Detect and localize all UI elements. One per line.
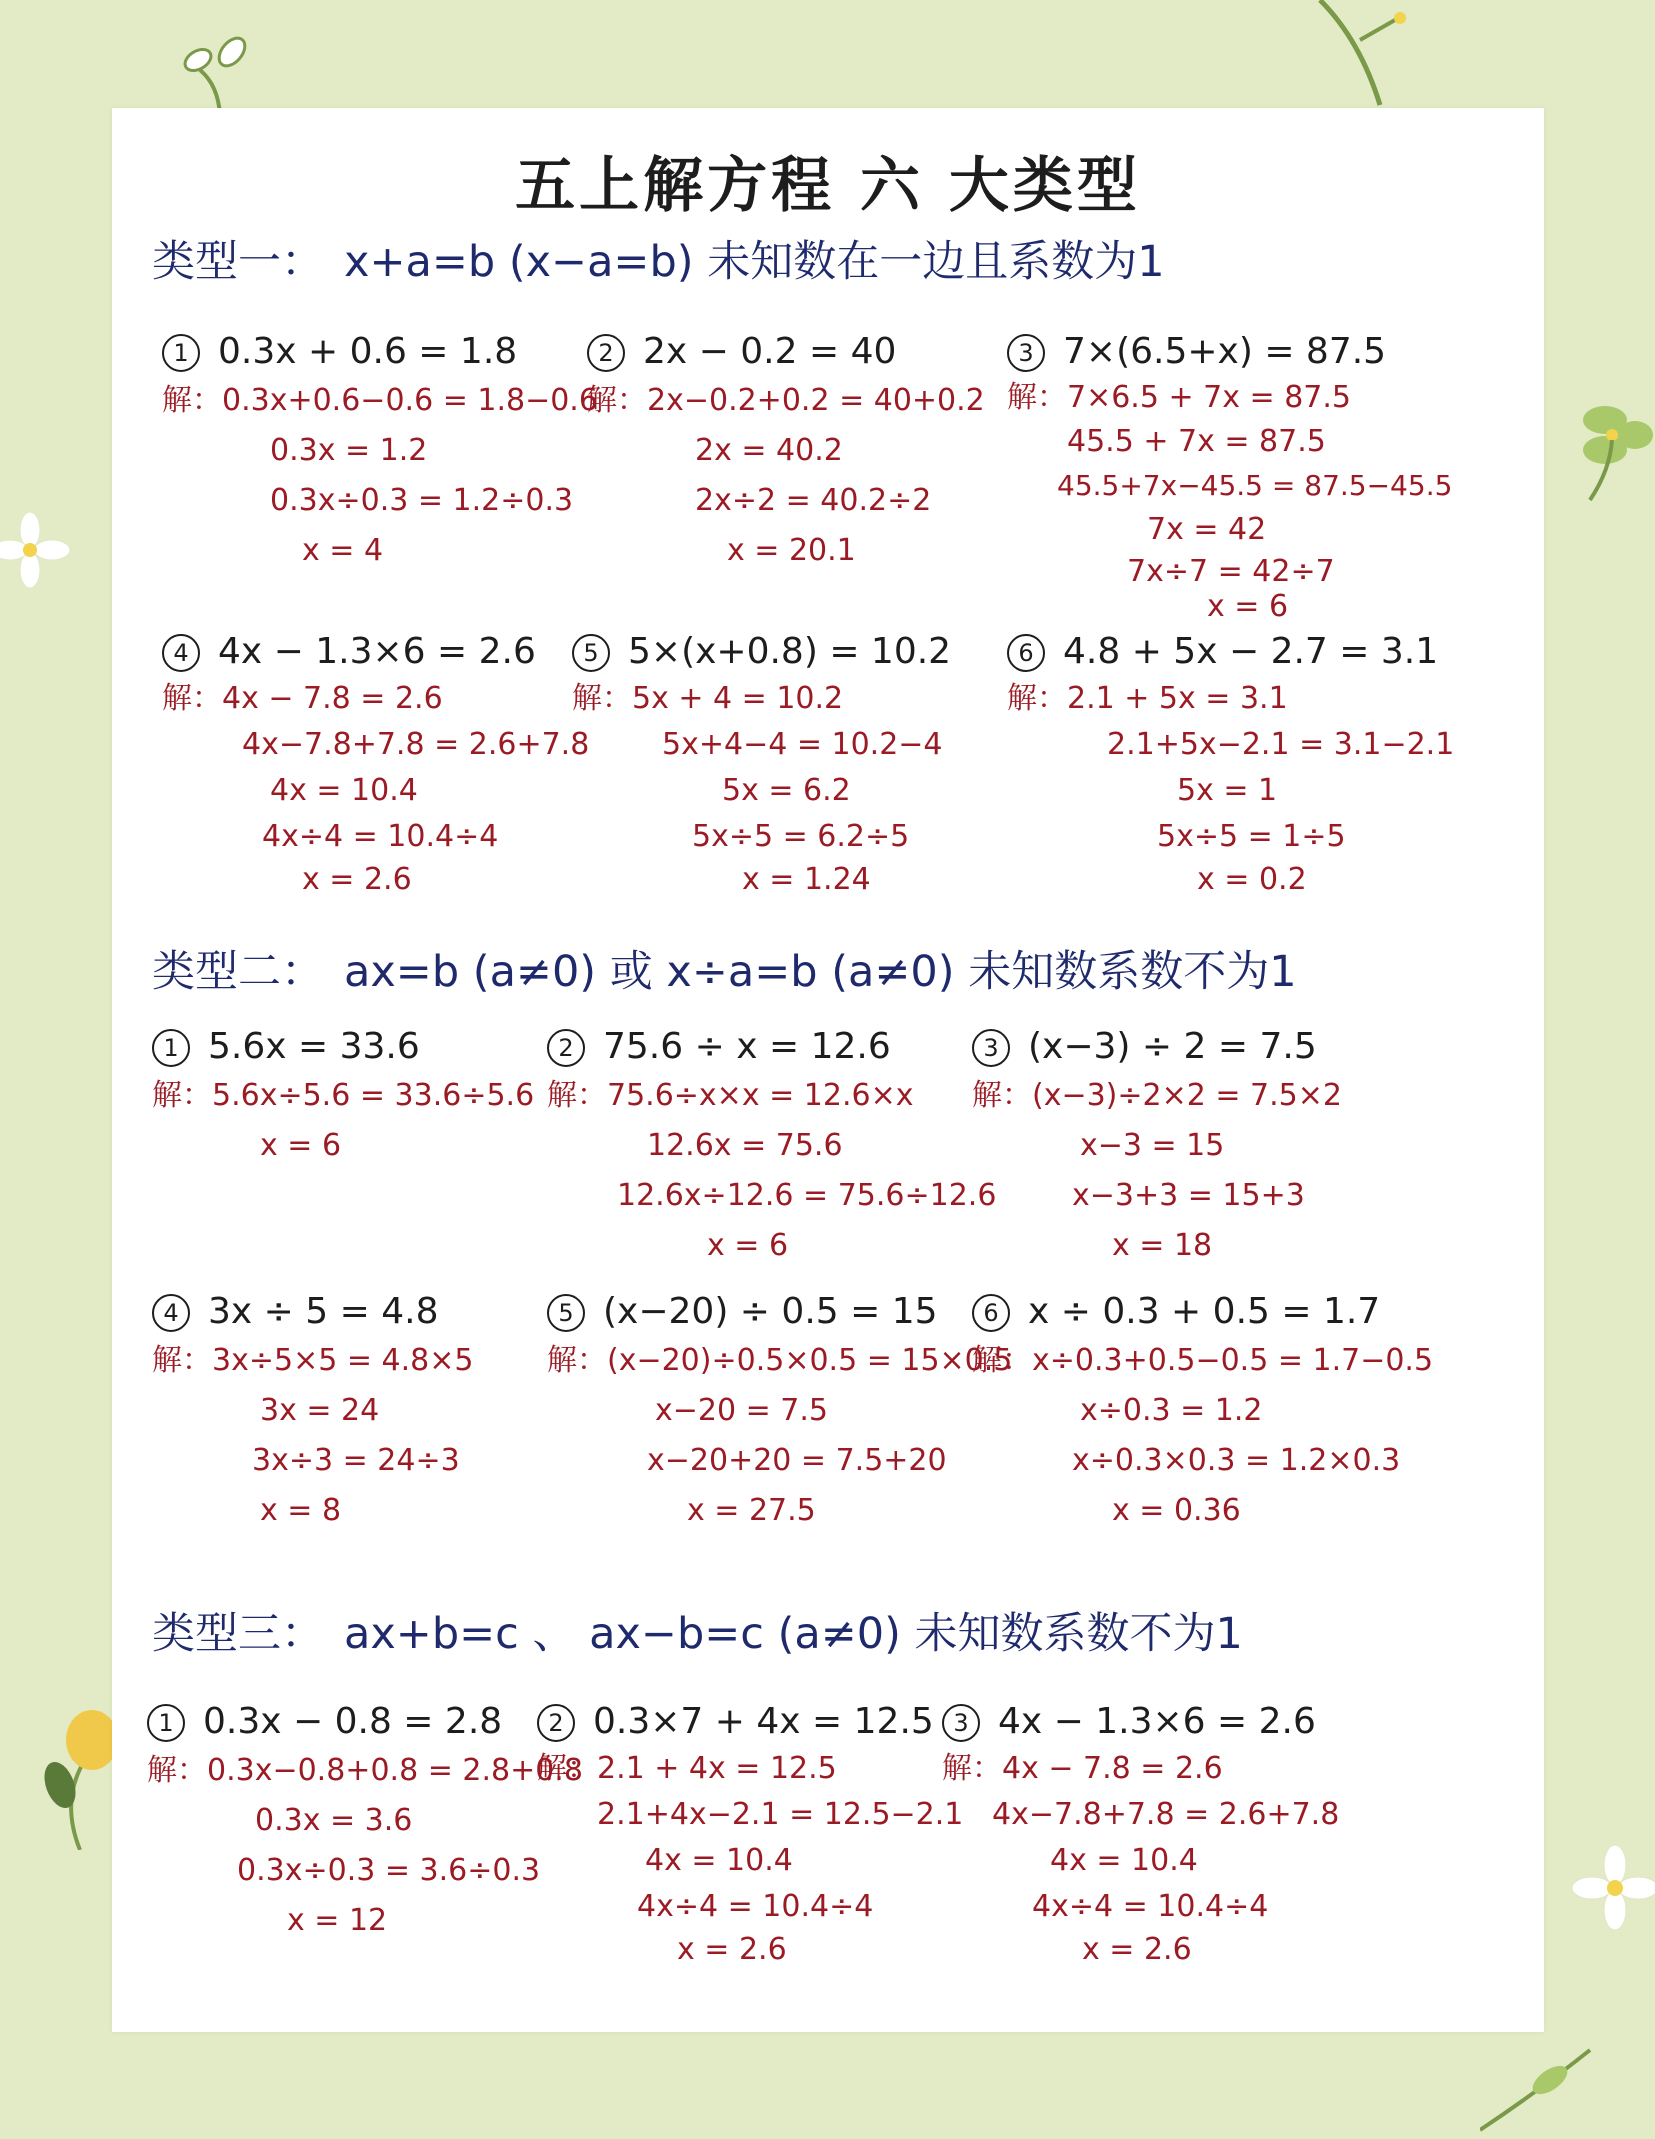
problem-number: 6: [1007, 634, 1045, 672]
solution-step: 0.3x÷0.3 = 1.2÷0.3: [270, 483, 574, 518]
problem-equation: [1007, 328, 1427, 376]
solution-step: x−20+20 = 7.5+20: [647, 1443, 947, 1478]
solution-step: 解：5.6x÷5.6 = 33.6÷5.6: [152, 1078, 535, 1113]
solution-step: x = 8: [260, 1493, 342, 1528]
problem-equation: [547, 1023, 967, 1071]
solution-step: x÷0.3×0.3 = 1.2×0.3: [1072, 1443, 1401, 1478]
solution-step: x−20 = 7.5: [655, 1393, 828, 1428]
solution-step: 0.3x = 3.6: [255, 1803, 413, 1838]
solution-step: 4x÷4 = 10.4÷4: [637, 1889, 874, 1924]
solution-step: 解：75.6÷x×x = 12.6×x: [547, 1078, 914, 1113]
equation-text: 0.3x + 0.6 = 1.8: [218, 331, 518, 372]
solution-step: 3x = 24: [260, 1393, 380, 1428]
problem-equation: [162, 328, 582, 376]
equation-text: 75.6 ÷ x = 12.6: [603, 1026, 891, 1067]
solution-step: 7x = 42: [1147, 512, 1267, 547]
solution-step: x = 2.6: [302, 862, 412, 897]
solution-step: 解：2.1 + 4x = 12.5: [537, 1751, 837, 1786]
solution-step: x = 0.2: [1197, 862, 1307, 897]
problem-number: 2: [547, 1029, 585, 1067]
section-3-description: ax+b=c 、 ax−b=c (a≠0) 未知数系数不为1: [344, 1609, 1243, 1659]
section-1-label: 类型一：: [152, 237, 324, 287]
problem-equation: [942, 1698, 1362, 1746]
solution-step: 5x÷5 = 1÷5: [1157, 819, 1346, 854]
solution-step: 4x÷4 = 10.4÷4: [262, 819, 499, 854]
yellow-flower-left-icon: [40, 1690, 120, 1850]
solution-step: 解：0.3x−0.8+0.8 = 2.8+0.8: [147, 1753, 583, 1788]
problem-equation: [972, 1288, 1392, 1336]
green-flower-right-icon: [1560, 390, 1655, 510]
solution-step: x = 6: [707, 1228, 789, 1263]
solution-step: 45.5+7x−45.5 = 87.5−45.5: [1057, 469, 1453, 502]
problem-equation: [162, 628, 582, 676]
solution-step: 2x = 40.2: [695, 433, 843, 468]
solution-step: x = 6: [260, 1128, 342, 1163]
problem-number: 5: [547, 1294, 585, 1332]
equation-text: x ÷ 0.3 + 0.5 = 1.7: [1028, 1291, 1381, 1332]
problem-1-2: [587, 328, 1007, 576]
solution-step: x = 20.1: [727, 533, 856, 568]
problem-equation: [152, 1023, 572, 1071]
solution-step: x = 27.5: [687, 1493, 816, 1528]
problem-1-3: [1007, 328, 1453, 624]
solution-step: x−3 = 15: [1080, 1128, 1225, 1163]
flower-right-bottom-icon: [1570, 1840, 1655, 1940]
problem-equation: [587, 328, 1007, 376]
solution-step: 5x÷5 = 6.2÷5: [692, 819, 910, 854]
solution-step: x = 2.6: [677, 1932, 787, 1967]
equation-text: 4x − 1.3×6 = 2.6: [218, 631, 536, 672]
problem-equation: [537, 1698, 957, 1746]
problem-1-6: [1007, 628, 1455, 900]
solution-step: 4x = 10.4: [1050, 1843, 1198, 1878]
problem-equation: [972, 1023, 1392, 1071]
solution-step: 5x = 6.2: [722, 773, 851, 808]
solution-step: x = 0.36: [1112, 1493, 1241, 1528]
section-3-heading: [152, 1600, 1243, 1661]
branch-top-right-icon: [1300, 0, 1440, 110]
equation-text: 7×(6.5+x) = 87.5: [1063, 331, 1387, 372]
problem-equation: [147, 1698, 567, 1746]
equation-text: 5×(x+0.8) = 10.2: [628, 631, 952, 672]
equation-text: 4x − 1.3×6 = 2.6: [998, 1701, 1316, 1742]
problem-number: 4: [152, 1294, 190, 1332]
section-1-heading: [152, 228, 1165, 289]
problem-number: 2: [537, 1704, 575, 1742]
solution-step: 7x÷7 = 42÷7: [1127, 554, 1335, 589]
solution-step: x = 1.24: [742, 862, 871, 897]
solution-step: 解：5x + 4 = 10.2: [572, 681, 844, 716]
solution-step: 2.1+5x−2.1 = 3.1−2.1: [1107, 727, 1455, 762]
page-title: 五上解方程 六 大类型: [515, 151, 1141, 221]
problem-1-1: [162, 328, 598, 576]
worksheet-paper: [112, 108, 1544, 2032]
leaf-bottom-right-icon: [1480, 2030, 1600, 2139]
problem-number: 1: [152, 1029, 190, 1067]
solution-step: 5x = 1: [1177, 773, 1278, 808]
solution-step: 4x−7.8+7.8 = 2.6+7.8: [992, 1797, 1340, 1832]
equation-text: 0.3×7 + 4x = 12.5: [593, 1701, 934, 1742]
problem-number: 4: [162, 634, 200, 672]
problem-1-5: [572, 628, 992, 900]
solution-step: 解：4x − 7.8 = 2.6: [162, 681, 443, 716]
problem-number: 3: [972, 1029, 1010, 1067]
problem-2-6: [972, 1288, 1434, 1536]
problem-2-4: [152, 1288, 572, 1536]
solution-step: 3x÷3 = 24÷3: [252, 1443, 460, 1478]
section-2-label: 类型二：: [152, 947, 324, 997]
problem-equation: [152, 1288, 572, 1336]
solution-step: 4x = 10.4: [645, 1843, 793, 1878]
solution-step: 2.1+4x−2.1 = 12.5−2.1: [597, 1797, 964, 1832]
problem-number: 2: [587, 334, 625, 372]
solution-step: x−3+3 = 15+3: [1072, 1178, 1305, 1213]
solution-step: 0.3x÷0.3 = 3.6÷0.3: [237, 1853, 541, 1888]
solution-step: 解：3x÷5×5 = 4.8×5: [152, 1343, 474, 1378]
solution-step: 解：2x−0.2+0.2 = 40+0.2: [587, 383, 985, 418]
problem-number: 1: [162, 334, 200, 372]
leaf-sprig-top-left-icon: [170, 30, 270, 120]
problem-2-3: [972, 1023, 1392, 1271]
problem-3-3: [942, 1698, 1362, 1970]
problem-equation: [1007, 628, 1439, 676]
solution-step: 解：(x−20)÷0.5×0.5 = 15×0.5: [547, 1343, 1013, 1378]
section-2-description: ax=b (a≠0) 或 x÷a=b (a≠0) 未知数系数不为1: [344, 947, 1297, 997]
solution-step: 5x+4−4 = 10.2−4: [662, 727, 943, 762]
problem-number: 3: [1007, 334, 1045, 372]
equation-text: (x−3) ÷ 2 = 7.5: [1028, 1026, 1317, 1067]
equation-text: 4.8 + 5x − 2.7 = 3.1: [1063, 631, 1439, 672]
solution-step: x = 2.6: [1082, 1932, 1192, 1967]
section-2-heading: [152, 938, 1297, 999]
equation-text: 0.3x − 0.8 = 2.8: [203, 1701, 503, 1742]
solution-step: x÷0.3 = 1.2: [1080, 1393, 1263, 1428]
solution-step: 4x÷4 = 10.4÷4: [1032, 1889, 1269, 1924]
solution-step: 解：7×6.5 + 7x = 87.5: [1007, 380, 1351, 415]
problem-3-2: [537, 1698, 964, 1970]
section-3-label: 类型三：: [152, 1609, 324, 1659]
problem-2-1: [152, 1023, 572, 1171]
solution-step: x = 4: [302, 533, 384, 568]
solution-step: x = 18: [1112, 1228, 1213, 1263]
flower-left-icon: [0, 500, 80, 600]
solution-step: x = 6: [1207, 589, 1289, 624]
equation-text: 3x ÷ 5 = 4.8: [208, 1291, 439, 1332]
solution-step: 解：(x−3)÷2×2 = 7.5×2: [972, 1078, 1342, 1113]
section-1-description: x+a=b (x−a=b) 未知数在一边且系数为1: [344, 237, 1165, 287]
problem-equation: [547, 1288, 967, 1336]
problem-number: 6: [972, 1294, 1010, 1332]
solution-step: 0.3x = 1.2: [270, 433, 428, 468]
solution-step: x = 12: [287, 1903, 388, 1938]
solution-step: 12.6x÷12.6 = 75.6÷12.6: [617, 1178, 997, 1213]
solution-step: 45.5 + 7x = 87.5: [1067, 424, 1326, 459]
problem-equation: [572, 628, 992, 676]
problem-1-4: [162, 628, 590, 900]
problem-2-5: [547, 1288, 1013, 1536]
problem-3-1: [147, 1698, 583, 1946]
solution-step: 4x = 10.4: [270, 773, 418, 808]
equation-text: 2x − 0.2 = 40: [643, 331, 897, 372]
problem-number: 5: [572, 634, 610, 672]
solution-step: 4x−7.8+7.8 = 2.6+7.8: [242, 727, 590, 762]
problem-number: 1: [147, 1704, 185, 1742]
solution-step: 12.6x = 75.6: [647, 1128, 843, 1163]
solution-step: 解：2.1 + 5x = 3.1: [1007, 681, 1288, 716]
solution-step: 解：0.3x+0.6−0.6 = 1.8−0.6: [162, 383, 598, 418]
solution-step: 解：x÷0.3+0.5−0.5 = 1.7−0.5: [972, 1343, 1434, 1378]
equation-text: 5.6x = 33.6: [208, 1026, 420, 1067]
equation-text: (x−20) ÷ 0.5 = 15: [603, 1291, 938, 1332]
solution-step: 解：4x − 7.8 = 2.6: [942, 1751, 1223, 1786]
problem-number: 3: [942, 1704, 980, 1742]
problem-2-2: [547, 1023, 997, 1271]
solution-step: 2x÷2 = 40.2÷2: [695, 483, 932, 518]
